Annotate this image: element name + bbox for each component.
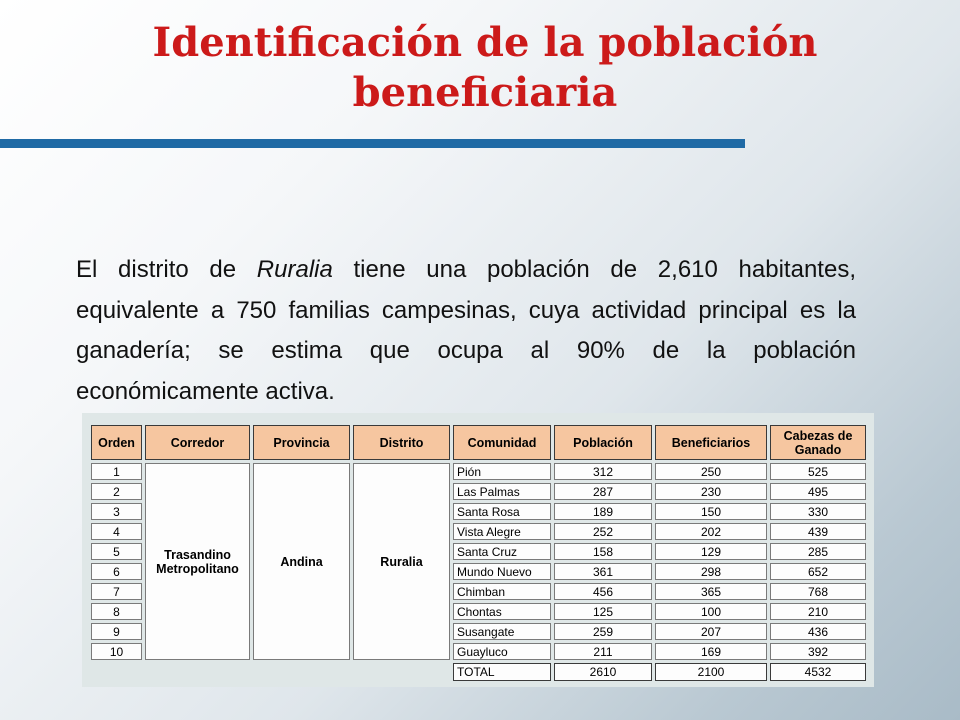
cabezas-cell: 210: [770, 603, 866, 620]
comunidad-cell: Vista Alegre: [453, 523, 551, 540]
poblacion-cell: 259: [554, 623, 652, 640]
comunidad-cell: Chontas: [453, 603, 551, 620]
beneficiarios-cell: 365: [655, 583, 767, 600]
beneficiarios-cell: 150: [655, 503, 767, 520]
header-corredor: Corredor: [145, 425, 250, 460]
orden-cell: 6: [91, 563, 142, 580]
header-orden: Orden: [91, 425, 142, 460]
orden-cell: 4: [91, 523, 142, 540]
slide-title-line-1: Identificación de la población: [152, 19, 818, 66]
beneficiarios-cell: 230: [655, 483, 767, 500]
poblacion-cell: 252: [554, 523, 652, 540]
cabezas-cell: 768: [770, 583, 866, 600]
total-cabezas-cell: 4532: [770, 663, 866, 681]
orden-cell: 7: [91, 583, 142, 600]
orden-cell: 2: [91, 483, 142, 500]
slide-title-line-2: beneficiaria: [352, 69, 618, 116]
cabezas-cell: 439: [770, 523, 866, 540]
poblacion-cell: 456: [554, 583, 652, 600]
beneficiarios-cell: 129: [655, 543, 767, 560]
comunidad-cell: Guayluco: [453, 643, 551, 660]
total-poblacion-cell: 2610: [554, 663, 652, 681]
poblacion-cell: 211: [554, 643, 652, 660]
total-label-cell: TOTAL: [453, 663, 551, 681]
header-comunidad: Comunidad: [453, 425, 551, 460]
provincia-merged-cell: Andina: [253, 463, 350, 660]
comunidad-cell: Pión: [453, 463, 551, 480]
cabezas-cell: 285: [770, 543, 866, 560]
slide-title: [20, 18, 950, 118]
beneficiarios-cell: 100: [655, 603, 767, 620]
poblacion-cell: 361: [554, 563, 652, 580]
description-paragraph: [76, 250, 856, 412]
header-poblacion: Población: [554, 425, 652, 460]
header-cabezas-de-ganado: [770, 425, 866, 460]
orden-cell: 5: [91, 543, 142, 560]
orden-cell: 9: [91, 623, 142, 640]
header-distrito: Distrito: [353, 425, 450, 460]
orden-cell: 1: [91, 463, 142, 480]
beneficiarios-cell: 202: [655, 523, 767, 540]
beneficiaries-table-panel: [82, 413, 874, 687]
beneficiaries-table: [88, 422, 869, 684]
table-total-row: [91, 663, 866, 681]
comunidad-cell: Santa Cruz: [453, 543, 551, 560]
cabezas-cell: 525: [770, 463, 866, 480]
paragraph-text-start: El distrito de: [76, 256, 257, 283]
district-name-italic: Ruralia: [256, 256, 333, 283]
beneficiarios-cell: 207: [655, 623, 767, 640]
poblacion-cell: 158: [554, 543, 652, 560]
comunidad-cell: Santa Rosa: [453, 503, 551, 520]
cabezas-cell: 392: [770, 643, 866, 660]
cabezas-cell: 436: [770, 623, 866, 640]
table-row: [91, 463, 866, 480]
poblacion-cell: 125: [554, 603, 652, 620]
cabezas-cell: 652: [770, 563, 866, 580]
beneficiarios-cell: 298: [655, 563, 767, 580]
total-beneficiarios-cell: 2100: [655, 663, 767, 681]
distrito-merged-cell: Ruralia: [353, 463, 450, 660]
corredor-line-2: Metropolitano: [156, 561, 239, 576]
orden-cell: 10: [91, 643, 142, 660]
comunidad-cell: Susangate: [453, 623, 551, 640]
corredor-line-1: Trasandino: [164, 547, 231, 562]
header-cabezas-line-2: Ganado: [794, 442, 842, 457]
cabezas-cell: 330: [770, 503, 866, 520]
comunidad-cell: Las Palmas: [453, 483, 551, 500]
orden-cell: 3: [91, 503, 142, 520]
corredor-merged-cell: [145, 463, 250, 660]
header-cabezas-line-1: Cabezas de: [783, 428, 853, 443]
beneficiarios-cell: 250: [655, 463, 767, 480]
header-beneficiarios: Beneficiarios: [655, 425, 767, 460]
poblacion-cell: 189: [554, 503, 652, 520]
poblacion-cell: 287: [554, 483, 652, 500]
cabezas-cell: 495: [770, 483, 866, 500]
paragraph-text-end: tiene una población de 2,610 habitantes, equivalente a 750 familias campesinas, cuya actividad principal es la ganadería; se estima que ocupa al 90% de la población económicamente activa.: [76, 256, 856, 405]
beneficiarios-cell: 169: [655, 643, 767, 660]
title-underline-bar: [0, 139, 745, 148]
table-header-row: [91, 425, 866, 460]
header-provincia: Provincia: [253, 425, 350, 460]
comunidad-cell: Mundo Nuevo: [453, 563, 551, 580]
comunidad-cell: Chimban: [453, 583, 551, 600]
orden-cell: 8: [91, 603, 142, 620]
poblacion-cell: 312: [554, 463, 652, 480]
